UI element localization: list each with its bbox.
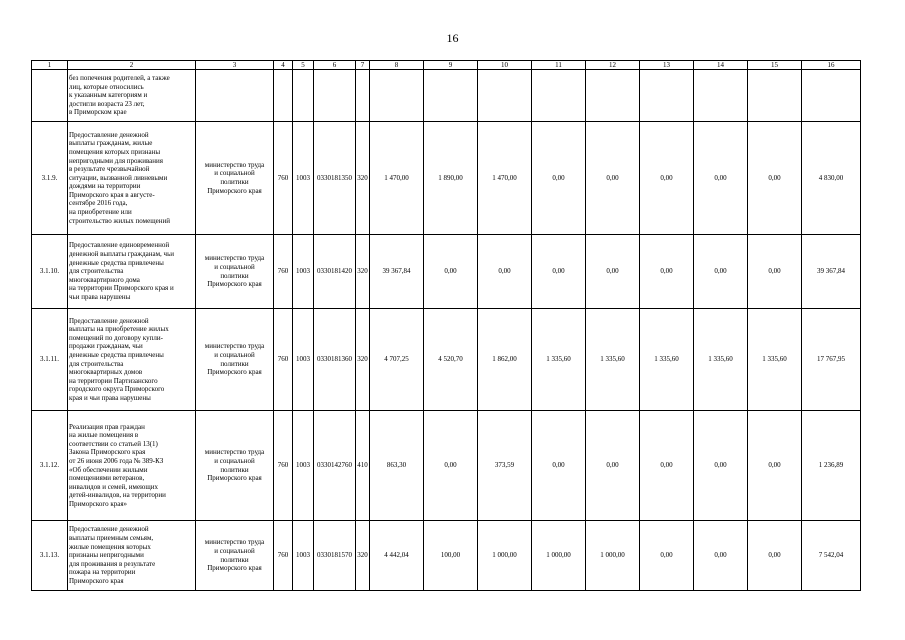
column-header: 9 [424,61,478,70]
value-cell: 0,00 [586,122,640,235]
value-cell: 1 470,00 [478,122,532,235]
value-cell: 39 367,84 [802,235,861,309]
measure-name: Предоставление единовременной денежной выплаты гражданам, чьи денежные средства привлечены для строительства многоквартирного дома на территории Приморского края и чьи права нарушены [68,235,196,309]
value-cell: 0,00 [748,521,802,591]
value-cell [640,70,694,122]
value-cell: 1 335,60 [748,309,802,411]
budget-table [31,60,861,591]
table-row [32,309,861,411]
column-header: 4 [274,61,293,70]
value-cell [694,70,748,122]
value-cell: 0,00 [640,122,694,235]
value-cell: 1 335,60 [532,309,586,411]
value-cell: 100,00 [424,521,478,591]
value-cell: 4 830,00 [802,122,861,235]
column-header: 10 [478,61,532,70]
value-cell: 0,00 [748,411,802,521]
row-number: 3.1.9. [32,122,68,235]
code-cell: 320 [356,235,370,309]
code-cell: 320 [356,521,370,591]
code-cell: 760 [274,411,293,521]
measure-name: Реализация прав граждан на жилые помещения в соответствии со статьей 13(1) Закона Приморского края от 26 июня 2006 года № 389-КЗ «Об обеспечении жилыми помещениями ветеранов, инвалидов и семей, имеющих детей-инвалидов, на территории Приморского края» [68,411,196,521]
table-row [32,521,861,591]
code-cell: 0330181350 [314,122,356,235]
value-cell [370,70,424,122]
column-header: 13 [640,61,694,70]
code-cell: 1003 [293,122,314,235]
value-cell [748,70,802,122]
executor [196,70,274,122]
value-cell [478,70,532,122]
value-cell: 0,00 [532,235,586,309]
code-cell: 760 [274,521,293,591]
value-cell: 373,59 [478,411,532,521]
value-cell: 1 335,60 [640,309,694,411]
table-row [32,235,861,309]
row-number [32,70,68,122]
value-cell: 0,00 [748,235,802,309]
value-cell: 1 335,60 [694,309,748,411]
row-number: 3.1.10. [32,235,68,309]
table-row [32,70,861,122]
value-cell: 1 236,89 [802,411,861,521]
code-cell [293,70,314,122]
value-cell: 0,00 [694,235,748,309]
executor: министерство труда и социальной политики Приморского края [196,122,274,235]
column-header: 1 [32,61,68,70]
code-cell: 1003 [293,309,314,411]
column-header: 2 [68,61,196,70]
column-header: 3 [196,61,274,70]
measure-name: без попечения родителей, а также лиц, которые относились к указанным категориям и достигли возраста 23 лет, в Приморском крае [68,70,196,122]
table-header-row [32,61,861,70]
column-header: 7 [356,61,370,70]
value-cell: 17 767,95 [802,309,861,411]
code-cell: 0330181420 [314,235,356,309]
code-cell: 1003 [293,521,314,591]
column-header: 8 [370,61,424,70]
value-cell: 0,00 [586,411,640,521]
code-cell: 0330181570 [314,521,356,591]
code-cell: 760 [274,309,293,411]
value-cell: 0,00 [694,411,748,521]
value-cell: 1 470,00 [370,122,424,235]
value-cell: 0,00 [586,235,640,309]
measure-name: Предоставление денежной выплаты гражданам, жилые помещения которых признаны непригодными для проживания в результате чрезвычайной ситуации, вызванной ливневыми дождями на территории Приморского края в августе- сентябре 2016 года, на приобретение или строительство жилых помещений [68,122,196,235]
value-cell: 0,00 [640,521,694,591]
measure-name: Предоставление денежной выплаты приемным семьям, жилые помещения которых признаны непригодными для проживания в результате пожара на территории Приморского края [68,521,196,591]
value-cell: 1 000,00 [478,521,532,591]
executor: министерство труда и социальной политики Приморского края [196,309,274,411]
value-cell: 4 707,25 [370,309,424,411]
column-header: 11 [532,61,586,70]
column-header: 16 [802,61,861,70]
code-cell: 410 [356,411,370,521]
page-number: 16 [446,31,459,45]
column-header: 5 [293,61,314,70]
value-cell: 1 890,00 [424,122,478,235]
code-cell: 1003 [293,411,314,521]
value-cell: 7 542,04 [802,521,861,591]
value-cell: 0,00 [640,411,694,521]
row-number: 3.1.11. [32,309,68,411]
value-cell: 0,00 [478,235,532,309]
table-row [32,122,861,235]
code-cell: 0330181360 [314,309,356,411]
code-cell: 760 [274,122,293,235]
value-cell: 0,00 [694,122,748,235]
value-cell: 0,00 [748,122,802,235]
table-row [32,411,861,521]
value-cell: 0,00 [424,235,478,309]
code-cell [356,70,370,122]
value-cell: 39 367,84 [370,235,424,309]
value-cell [586,70,640,122]
value-cell [424,70,478,122]
value-cell [532,70,586,122]
code-cell: 320 [356,122,370,235]
column-header: 15 [748,61,802,70]
code-cell: 0330142760 [314,411,356,521]
value-cell: 0,00 [532,411,586,521]
executor: министерство труда и социальной политики Приморского края [196,411,274,521]
value-cell: 1 000,00 [586,521,640,591]
code-cell: 760 [274,235,293,309]
column-header: 6 [314,61,356,70]
code-cell [314,70,356,122]
row-number: 3.1.12. [32,411,68,521]
column-header: 14 [694,61,748,70]
column-header: 12 [586,61,640,70]
measure-name: Предоставление денежной выплаты на приобретение жилых помещений по договору купли- продажи гражданам, чьи денежные средства привлечены для строительства многоквартирных домов на территории Партизанского городского округа Приморского края и чьи права нарушены [68,309,196,411]
value-cell: 1 862,00 [478,309,532,411]
row-number: 3.1.13. [32,521,68,591]
executor: министерство труда и социальной политики Приморского края [196,235,274,309]
executor: министерство труда и социальной политики Приморского края [196,521,274,591]
value-cell: 4 442,04 [370,521,424,591]
value-cell: 0,00 [640,235,694,309]
code-cell: 1003 [293,235,314,309]
value-cell: 1 000,00 [532,521,586,591]
value-cell: 4 520,70 [424,309,478,411]
value-cell [802,70,861,122]
value-cell: 1 335,60 [586,309,640,411]
value-cell: 863,30 [370,411,424,521]
code-cell [274,70,293,122]
code-cell: 320 [356,309,370,411]
value-cell: 0,00 [694,521,748,591]
value-cell: 0,00 [532,122,586,235]
value-cell: 0,00 [424,411,478,521]
